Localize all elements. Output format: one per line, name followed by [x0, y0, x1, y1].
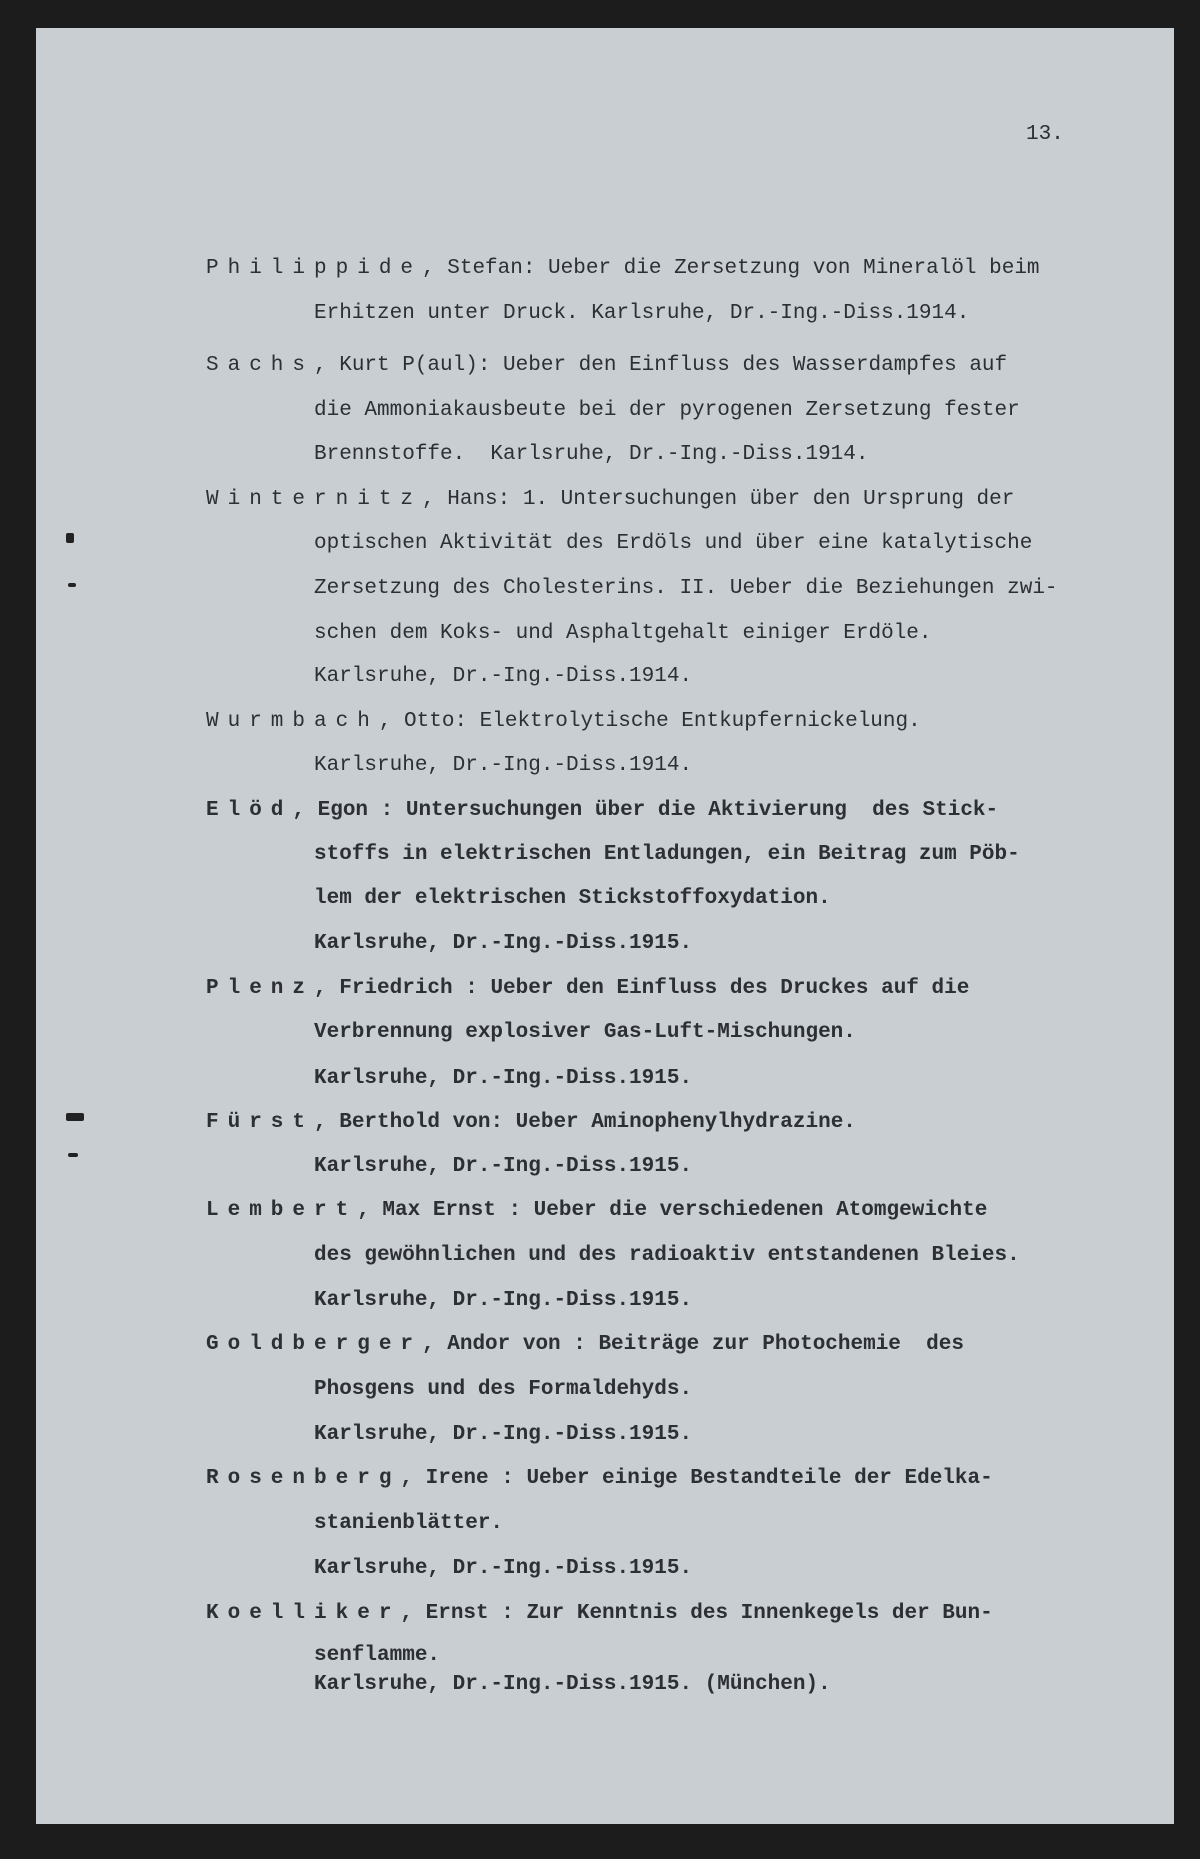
binding-mark	[66, 533, 74, 543]
entry-text: stoffs in elektrischen Entladungen, ein Beitrag zum Pöb-	[314, 843, 1020, 866]
entry-continuation-line	[314, 1068, 692, 1089]
entry-continuation-line	[314, 1558, 692, 1579]
entry-text: , Hans: 1. Untersuchungen über den Ursprung der	[422, 488, 1015, 511]
author-surname: Philippide	[206, 257, 423, 280]
entry-first-line	[206, 258, 1040, 279]
entry-continuation-line	[314, 1022, 856, 1043]
author-surname: Lembert	[206, 1199, 358, 1222]
entry-text: stanienblätter.	[314, 1512, 504, 1535]
entry-continuation-line	[314, 1424, 692, 1445]
document-page	[36, 28, 1174, 1824]
entry-continuation-line	[314, 303, 969, 324]
entry-text: optischen Aktivität des Erdöls und über eine katalytische	[314, 532, 1033, 555]
entry-text: des gewöhnlichen und des radioaktiv entstandenen Bleies.	[314, 1244, 1020, 1267]
entry-first-line	[206, 711, 921, 732]
entry-continuation-line	[314, 1379, 692, 1400]
entry-continuation-line	[314, 623, 932, 644]
entry-continuation-line	[314, 1245, 1020, 1266]
entry-continuation-line	[314, 578, 1058, 599]
author-surname: Koelliker	[206, 1602, 401, 1625]
entry-text: schen dem Koks- und Asphaltgehalt einiger Erdöle.	[314, 622, 932, 645]
entry-text: Karlsruhe, Dr.-Ing.-Diss.1914.	[314, 754, 693, 777]
entry-text: die Ammoniakausbeute bei der pyrogenen Zersetzung fester	[314, 399, 1020, 422]
entry-text: Karlsruhe, Dr.-Ing.-Diss.1915.	[314, 932, 693, 955]
entry-continuation-line	[314, 844, 1020, 865]
entry-first-line	[206, 355, 1007, 376]
page-number: 13.	[1026, 123, 1064, 146]
entry-text: Karlsruhe, Dr.-Ing.-Diss.1914.	[314, 665, 693, 688]
entry-continuation-line	[314, 444, 869, 465]
entry-first-line	[206, 1200, 987, 1221]
entry-continuation-line	[314, 1156, 692, 1177]
author-surname: Sachs	[206, 354, 315, 377]
entry-text: lem der elektrischen Stickstoffoxydation.	[314, 887, 831, 910]
entry-text: , Max Ernst : Ueber die verschiedenen Atomgewichte	[357, 1199, 988, 1222]
entry-text: Karlsruhe, Dr.-Ing.-Diss.1915.	[314, 1067, 693, 1090]
entry-first-line	[206, 1112, 856, 1133]
entry-text: Verbrennung explosiver Gas-Luft-Mischungen.	[314, 1021, 856, 1044]
entry-text: , Andor von : Beiträge zur Photochemie des	[422, 1333, 964, 1356]
entry-first-line	[206, 1334, 964, 1355]
author-surname: Rosenberg	[206, 1467, 401, 1490]
binding-mark	[68, 1153, 78, 1157]
entry-first-line	[206, 978, 969, 999]
author-surname: Wurmbach	[206, 710, 379, 733]
entry-text: , Irene : Ueber einige Bestandteile der Edelka-	[400, 1467, 993, 1490]
entry-text: Karlsruhe, Dr.-Ing.-Diss.1915.	[314, 1557, 693, 1580]
entry-continuation-line	[314, 533, 1032, 554]
entry-continuation-line	[314, 933, 692, 954]
entry-continuation-line	[314, 1513, 503, 1534]
entry-text: Karlsruhe, Dr.-Ing.-Diss.1915.	[314, 1423, 693, 1446]
entry-text: , Friedrich : Ueber den Einfluss des Druckes auf die	[314, 977, 970, 1000]
entry-first-line	[206, 489, 1014, 510]
entry-first-line	[206, 1603, 993, 1624]
entry-text: , Egon : Untersuchungen über die Aktivierung des Stick-	[292, 799, 999, 822]
entry-text: Erhitzen unter Druck. Karlsruhe, Dr.-Ing.-Diss.1914.	[314, 302, 970, 325]
entry-text: , Kurt P(aul): Ueber den Einfluss des Wasserdampfes auf	[314, 354, 1008, 377]
entry-continuation-line	[314, 1290, 692, 1311]
entry-first-line	[206, 800, 998, 821]
author-surname: Fürst	[206, 1111, 315, 1134]
author-surname: Plenz	[206, 977, 315, 1000]
entry-first-line	[206, 1468, 993, 1489]
entry-continuation-line	[314, 888, 831, 909]
entry-text: Phosgens und des Formaldehyds.	[314, 1378, 693, 1401]
entry-text: , Otto: Elektrolytische Entkupfernickelung.	[378, 710, 921, 733]
entry-continuation-line	[314, 1645, 440, 1666]
entry-text: , Stefan: Ueber die Zersetzung von Mineralöl beim	[422, 257, 1040, 280]
author-surname: Goldberger	[206, 1333, 423, 1356]
entry-continuation-line	[314, 755, 692, 776]
binding-mark	[68, 583, 76, 587]
entry-text: Karlsruhe, Dr.-Ing.-Diss.1915.	[314, 1155, 693, 1178]
entry-text: Karlsruhe, Dr.-Ing.-Diss.1915.	[314, 1289, 693, 1312]
entry-text: Zersetzung des Cholesterins. II. Ueber die Beziehungen zwi-	[314, 577, 1058, 600]
author-surname: Elöd	[206, 799, 293, 822]
entry-text: Brennstoffe. Karlsruhe, Dr.-Ing.-Diss.1914.	[314, 443, 869, 466]
entry-text: Karlsruhe, Dr.-Ing.-Diss.1915. (München).	[314, 1673, 831, 1696]
entry-continuation-line	[314, 400, 1020, 421]
entry-continuation-line	[314, 1674, 831, 1695]
author-surname: Winternitz	[206, 488, 423, 511]
entry-text: , Berthold von: Ueber Aminophenylhydrazine.	[314, 1111, 856, 1134]
entry-continuation-line	[314, 666, 692, 687]
entry-text: , Ernst : Zur Kenntnis des Innenkegels der Bun-	[400, 1602, 993, 1625]
binding-mark	[66, 1113, 84, 1121]
entry-text: senflamme.	[314, 1644, 441, 1667]
